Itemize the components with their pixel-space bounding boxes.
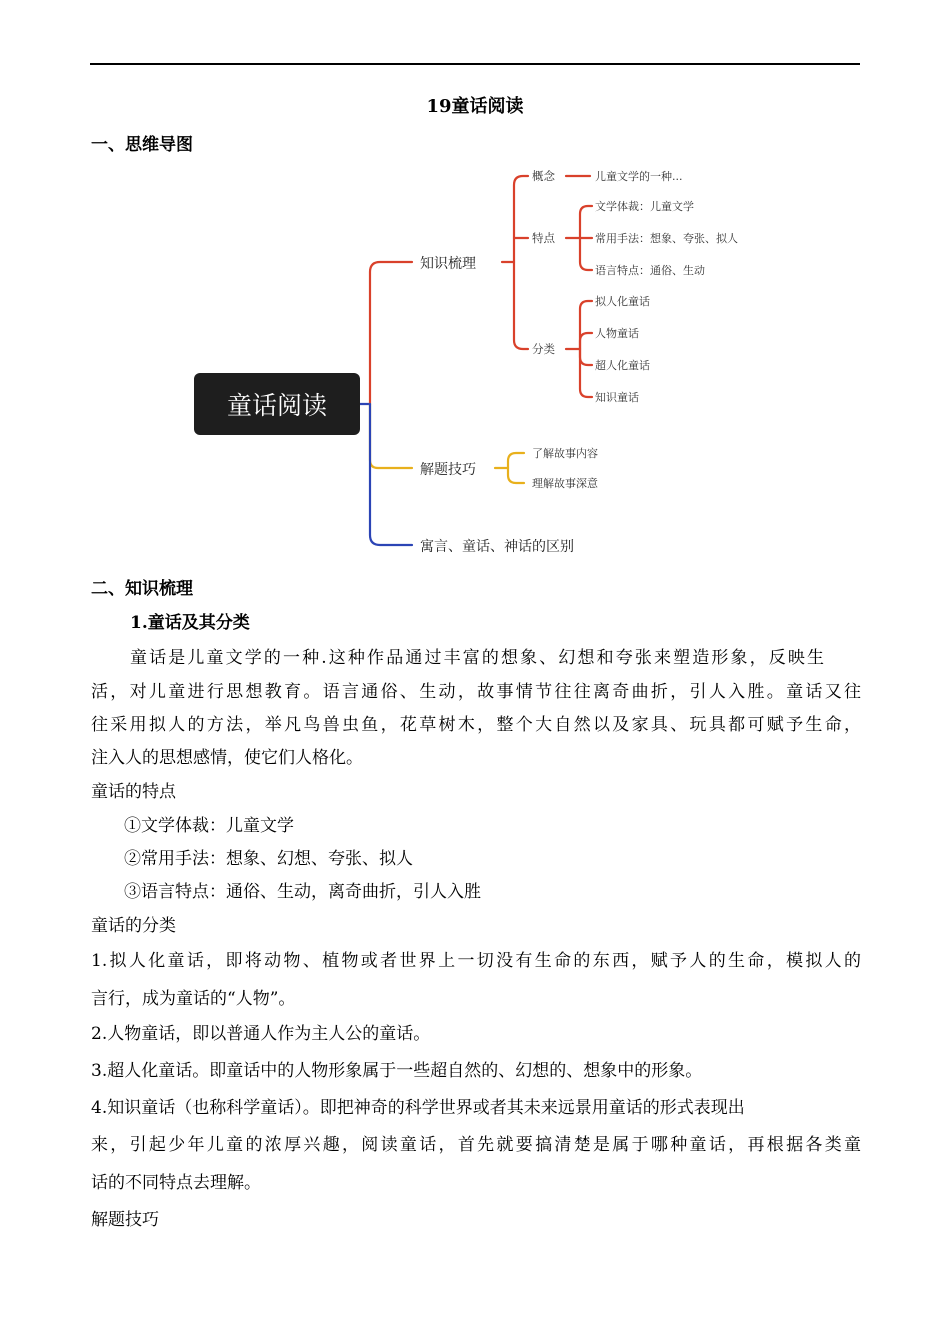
category-line: 话的不同特点去理解。 <box>91 1173 261 1193</box>
skills-heading: 解题技巧 <box>91 1210 159 1230</box>
page-title: 19童话阅读 <box>426 96 524 117</box>
category-line: 1.拟人化童话，即将动物、植物或者世界上一切没有生命的东西，赋予人的生命，模拟人的 <box>91 951 861 971</box>
node-categories: 分类 <box>532 342 555 356</box>
node-category-item: 人物童话 <box>595 327 639 340</box>
node-skill-item: 理解故事深意 <box>532 477 598 490</box>
category-line: 2.人物童话，即以普通人作为主人公的童话。 <box>91 1024 431 1044</box>
node-difference: 寓言、童话、神话的区别 <box>420 539 574 555</box>
category-line: 言行，成为童话的“人物”。 <box>91 989 296 1009</box>
node-concept-item: 儿童文学的一种... <box>595 170 683 183</box>
node-category-item: 拟人化童话 <box>595 295 650 308</box>
paragraph-line: 注入人的思想感情，使它们人格化。 <box>91 748 363 768</box>
node-feature-item: 文学体裁：儿童文学 <box>595 200 694 213</box>
node-feature-item: 语言特点：通俗、生动 <box>595 264 705 277</box>
mind-map-connectors <box>190 160 790 560</box>
feature-item: ②常用手法：想象、幻想、夸张、拟人 <box>124 849 413 869</box>
node-features: 特点 <box>532 231 555 245</box>
category-line: 来，引起少年儿童的浓厚兴趣，阅读童话，首先就要搞清楚是属于哪种童话，再根据各类童 <box>91 1135 861 1155</box>
node-concept: 概念 <box>532 169 555 183</box>
node-feature-item: 常用手法：想象、夸张、拟人 <box>595 232 738 245</box>
top-rule <box>90 63 860 65</box>
category-line: 4.知识童话（也称科学童话）。即把神奇的科学世界或者其未来远景用童话的形式表现出 <box>91 1098 745 1118</box>
node-category-item: 超人化童话 <box>595 359 650 372</box>
categories-heading: 童话的分类 <box>91 916 176 936</box>
features-heading: 童话的特点 <box>91 782 176 802</box>
paragraph-line: 童话是儿童文学的一种.这种作品通过丰富的想象、幻想和夸张来塑造形象，反映生 <box>130 648 824 668</box>
subsection-heading: 1.童话及其分类 <box>130 613 250 633</box>
feature-item: ①文学体裁：儿童文学 <box>124 816 294 836</box>
node-skill-item: 了解故事内容 <box>532 447 598 460</box>
node-knowledge: 知识梳理 <box>420 256 476 272</box>
paragraph-line: 往采用拟人的方法，举凡鸟兽虫鱼，花草树木，整个大自然以及家具、玩具都可赋予生命， <box>91 715 861 735</box>
section-heading-mindmap: 一、思维导图 <box>91 135 193 155</box>
paragraph-line: 活，对儿童进行思想教育。语言通俗、生动，故事情节往往离奇曲折，引人入胜。童话又往 <box>91 682 861 702</box>
mind-map <box>190 160 790 560</box>
node-skills: 解题技巧 <box>420 462 476 478</box>
mind-map-center: 童话阅读 <box>194 373 360 435</box>
category-line: 3.超人化童话。即童话中的人物形象属于一些超自然的、幻想的、想象中的形象。 <box>91 1061 703 1081</box>
section-heading-knowledge: 二、知识梳理 <box>91 579 193 599</box>
feature-item: ③语言特点：通俗、生动，离奇曲折，引人入胜 <box>124 882 481 902</box>
node-category-item: 知识童话 <box>595 391 639 404</box>
